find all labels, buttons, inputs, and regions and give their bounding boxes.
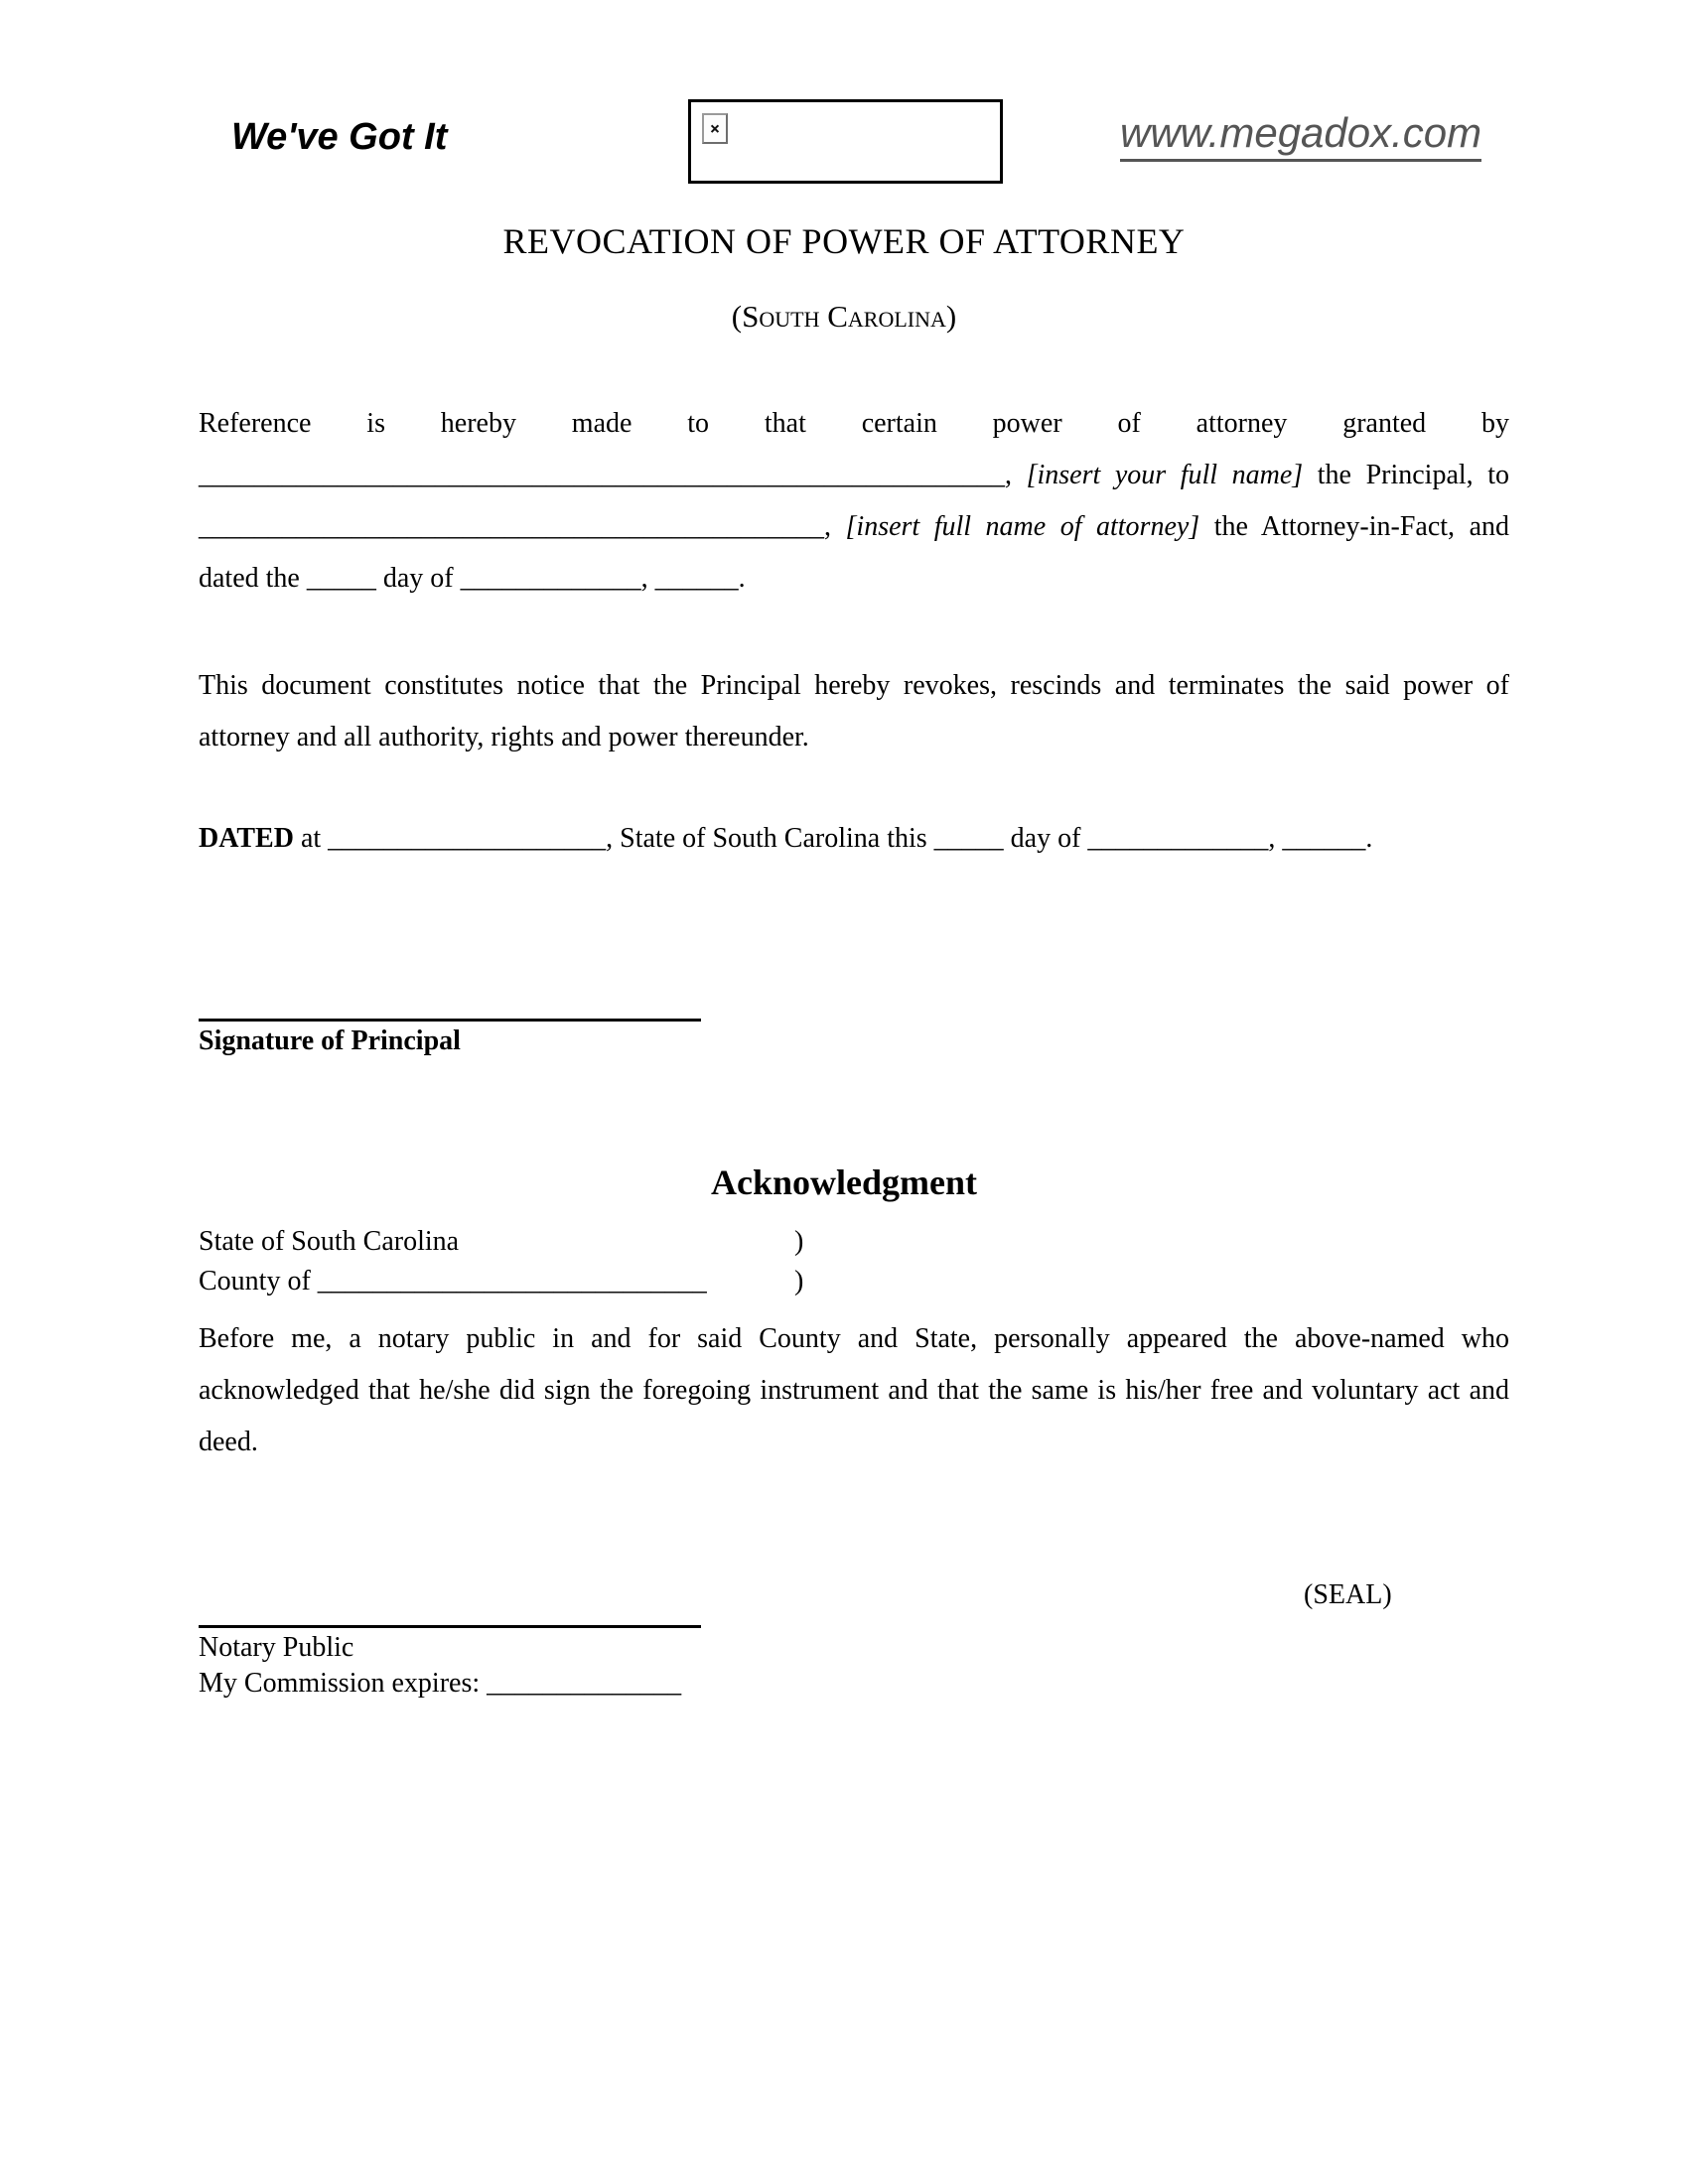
notary-public-label: Notary Public — [199, 1632, 354, 1663]
attorney-name-blank[interactable]: _____________________________________________, — [199, 511, 831, 542]
broken-image-icon: × — [702, 113, 728, 144]
principal-signature-label: Signature of Principal — [199, 1025, 461, 1056]
notice-paragraph: This document constitutes notice that the Principal hereby revokes, rescinds and terminates the said power of attorney and all authority, rights and power thereunder. — [199, 670, 1509, 752]
intro-line-3 — [199, 501, 1509, 553]
intro-line-3-text: the Attorney-in-Fact, and — [1213, 511, 1509, 542]
state-label: State of South Carolina — [199, 1226, 460, 1257]
insert-attorney-name-hint: [insert full name of attorney] — [845, 511, 1200, 542]
intro-line-1-text: Reference is hereby made to that certain power of attorney granted by — [199, 408, 1509, 439]
state-paren: ) — [794, 1226, 804, 1257]
intro-line-1 — [199, 398, 1509, 450]
state-row — [199, 1222, 993, 1262]
principal-signature-line[interactable] — [199, 1019, 701, 1022]
tagline: We've Got It — [231, 116, 448, 158]
seal-label: (SEAL) — [1304, 1579, 1392, 1610]
dated-label: DATED — [199, 823, 294, 854]
insert-your-full-name-hint: [insert your full name] — [1026, 460, 1304, 490]
intro-line-2-text: the Principal, to — [1317, 460, 1510, 490]
broken-image-placeholder — [688, 99, 1003, 184]
document-title: REVOCATION OF POWER OF ATTORNEY — [502, 221, 1186, 261]
document-subtitle: (South Carolina) — [731, 299, 957, 334]
venue-block — [199, 1222, 993, 1301]
website-link[interactable]: www.megadox.com — [1120, 109, 1481, 162]
county-paren: ) — [794, 1266, 804, 1297]
county-row — [199, 1262, 993, 1301]
dated-line — [199, 813, 1509, 865]
principal-name-blank[interactable]: __________________________________________________________, — [199, 460, 1012, 490]
intro-line-2 — [199, 450, 1509, 501]
acknowledgment-paragraph: Before me, a notary public in and for said County and State, personally appeared the above-named who acknowledged that he/she did sign the foregoing instrument and that the same is his/her free and voluntary act and deed. — [199, 1323, 1509, 1457]
intro-paragraph — [199, 398, 1509, 605]
notary-signature-line[interactable] — [199, 1625, 701, 1628]
dated-line-text: at ____________________, State of South Carolina this _____ day of _____________, ______. — [293, 823, 1373, 854]
county-blank[interactable]: County of ____________________________ — [199, 1266, 707, 1297]
acknowledgment-heading: Acknowledgment — [711, 1162, 977, 1202]
notary-block — [199, 1630, 681, 1702]
intro-line-4: dated the _____ day of _____________, ______. — [199, 563, 746, 594]
commission-expiry-line[interactable]: My Commission expires: ______________ — [199, 1668, 682, 1699]
